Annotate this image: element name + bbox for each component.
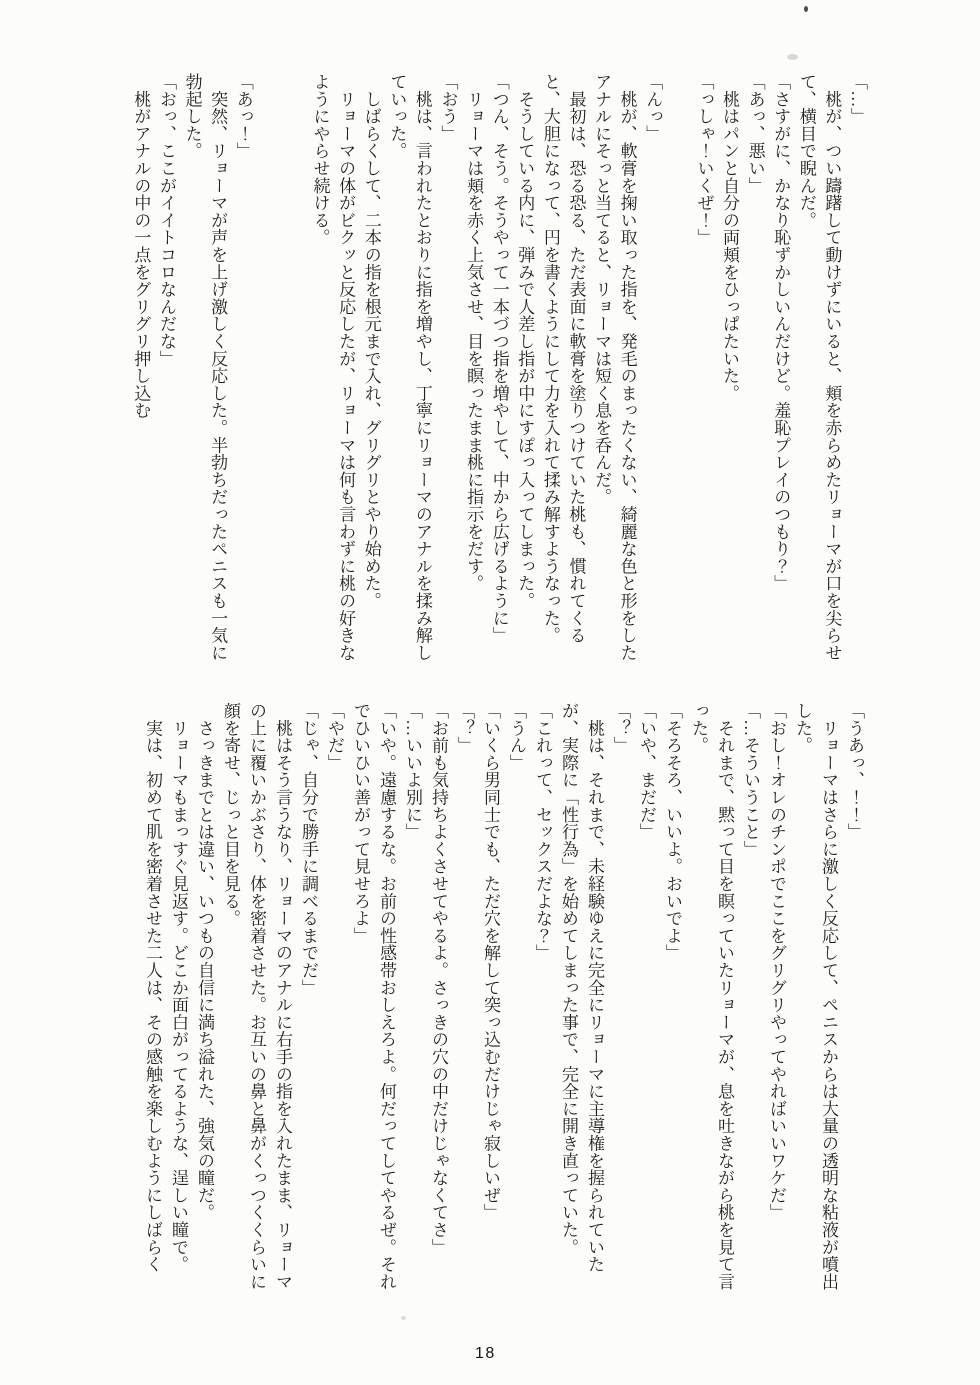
scan-artifact-speck [401,1316,406,1320]
text-column: 桃は、それまで、未経験ゆえに完全にリョーマに主導権を握られていた [585,702,604,1273]
text-column: 「つん、そう。そうやって一本づつ指を増やして、中から広げるように」 [489,73,509,644]
text-column: 桃はパンと自分の両頬をひっぱたいた。 [720,73,740,402]
text-column: て、横目で睨んだ。 [796,73,816,229]
text-column: った。 [689,702,708,754]
text-column: 「…」 [848,73,867,125]
text-column: 桃がアナルの中の一点をグリグリ押し込む [131,73,151,419]
text-column: リョーマの体がビクッと反応したが、リョーマは何も言わずに桃の好きな [336,73,356,662]
text-column: 「お前も気持ちよくさせてやるよ。さっきの穴の中だけじゃなくてさ」 [429,702,448,1256]
text-column: そうしている内に、弾みで人差し指が中にすぽっ入ってしまった。 [515,73,535,610]
text-column: 「おう」 [438,73,458,143]
text-column: が、実際に「性行為」を始めてしまった事で、完全に開き直っていた。 [559,702,578,1256]
scan-artifact-smudge [787,54,798,60]
text-column: ようにやらせ続ける。 [310,73,330,246]
text-column: それまで、黙って目を瞑っていたリョーマが、息を吐きながら桃を見て言 [715,702,734,1291]
text-column: リョーマはさらに激しく反応して、ペニスからは大量の透明な粘液が噴出 [819,702,838,1291]
page-number: 18 [475,1345,496,1362]
text-column: 「…いいよ別に」 [403,702,422,841]
text-column: 「おっ、ここがイイトコロなんだな」 [156,73,176,368]
text-column: 勃起した。 [182,73,202,160]
text-column: さっきまでとは違い、いつもの自信に満ち溢れた、強気の瞳だ。 [195,702,214,1221]
scan-artifact-speck [804,6,808,12]
text-column: 「やだ」 [325,702,344,772]
text-column: 「あっ！」 [233,73,253,160]
text-column: 「さすがに、かなり恥ずかしいんだけど。羞恥プレイのつもり？」 [771,73,791,592]
text-column [665,73,691,665]
text-column: 最初は、恐る恐る、ただ表面に軟膏を塗りつけていた桃も、慣れてくる [566,73,586,644]
text-column: 「っしゃ！いくぜ！」 [694,73,714,246]
text-column: 「いや、まだだ」 [637,702,656,841]
text-column: 突然、リョーマが声を上げ激しく反応した。半勃ちだったペニスも一気に [208,73,228,662]
text-column: 「おし！オレのチンポでここをグリグリやってやればいいワケだ」 [767,702,786,1221]
text-column: リョーマは頬を赤く上気させ、目を瞑ったまま桃に指示をだす。 [464,73,484,592]
text-column: 「うあっ、！！」 [845,702,864,841]
text-column: 「んっ」 [643,73,663,143]
text-column: 「いや。遠慮するな。お前の性感帯おしえろよ。何だってしてやるぜ。それ [377,702,396,1291]
text-column: 「いくら男同士でも、ただ穴を解して突っ込むだけじゃ寂しいぜ」 [481,702,500,1221]
text-column: 「…そういうこと」 [741,702,760,858]
text-column: と、大胆になって、円を書くようにして力を入れて揉み解すようなった。 [540,73,560,644]
text-column [256,73,282,665]
text-column: 「そろそろ、いいよ。おいでよ」 [663,702,682,962]
text-column: ていった。 [387,73,407,160]
text-column: 「うん」 [507,702,526,772]
text-column: した。 [793,702,812,754]
text-column: 桃は、言われたとおりに指を増やし、丁寧にリョーマのアナルを揉み解し [412,73,432,662]
text-column: 「これって、セックスだよな？」 [533,702,552,962]
text-column: 桃が、つい躊躇して動けずにいると、頬を赤らめたリョーマが口を尖らせ [822,73,842,662]
text-column: しばらくして、二本の指を根元まで入れ、グリグリとやり始めた。 [361,73,381,610]
text-column: 「？」 [455,702,474,754]
top-text-block [128,73,870,665]
text-column: アナルにそっと当てると、リョーマは短く息を呑んだ。 [592,73,612,506]
text-column [281,73,307,665]
text-column: 桃が、軟膏を掬い取った指を、発毛のまったくない、綺麗な色と形をした [617,73,637,662]
text-column: の上に覆いかぶさり、体を密着させた。お互いの鼻と鼻がくっつくくらいに [247,702,266,1291]
bottom-text-block [139,702,867,1308]
text-column: 「あっ、悪い」 [745,73,765,195]
text-column: でひいひい善がって見せろよ」 [351,702,370,945]
text-column: 「？」 [611,702,630,754]
text-column: 顔を寄せ、じっと目を見る。 [221,702,240,927]
text-column: 実は、初めて肌を密着させた二人は、その感触を楽しむようにしばらく [143,702,162,1273]
text-column: 桃はそう言うなり、リョーマのアナルに右手の指を入れたまま、リョーマ [273,702,292,1291]
text-column: 「じゃ、自分で勝手に調べるまでだ」 [299,702,318,997]
text-column: リョーマもまっすぐ見返す。どこか面白がってるような、逞しい瞳で。 [169,702,188,1273]
